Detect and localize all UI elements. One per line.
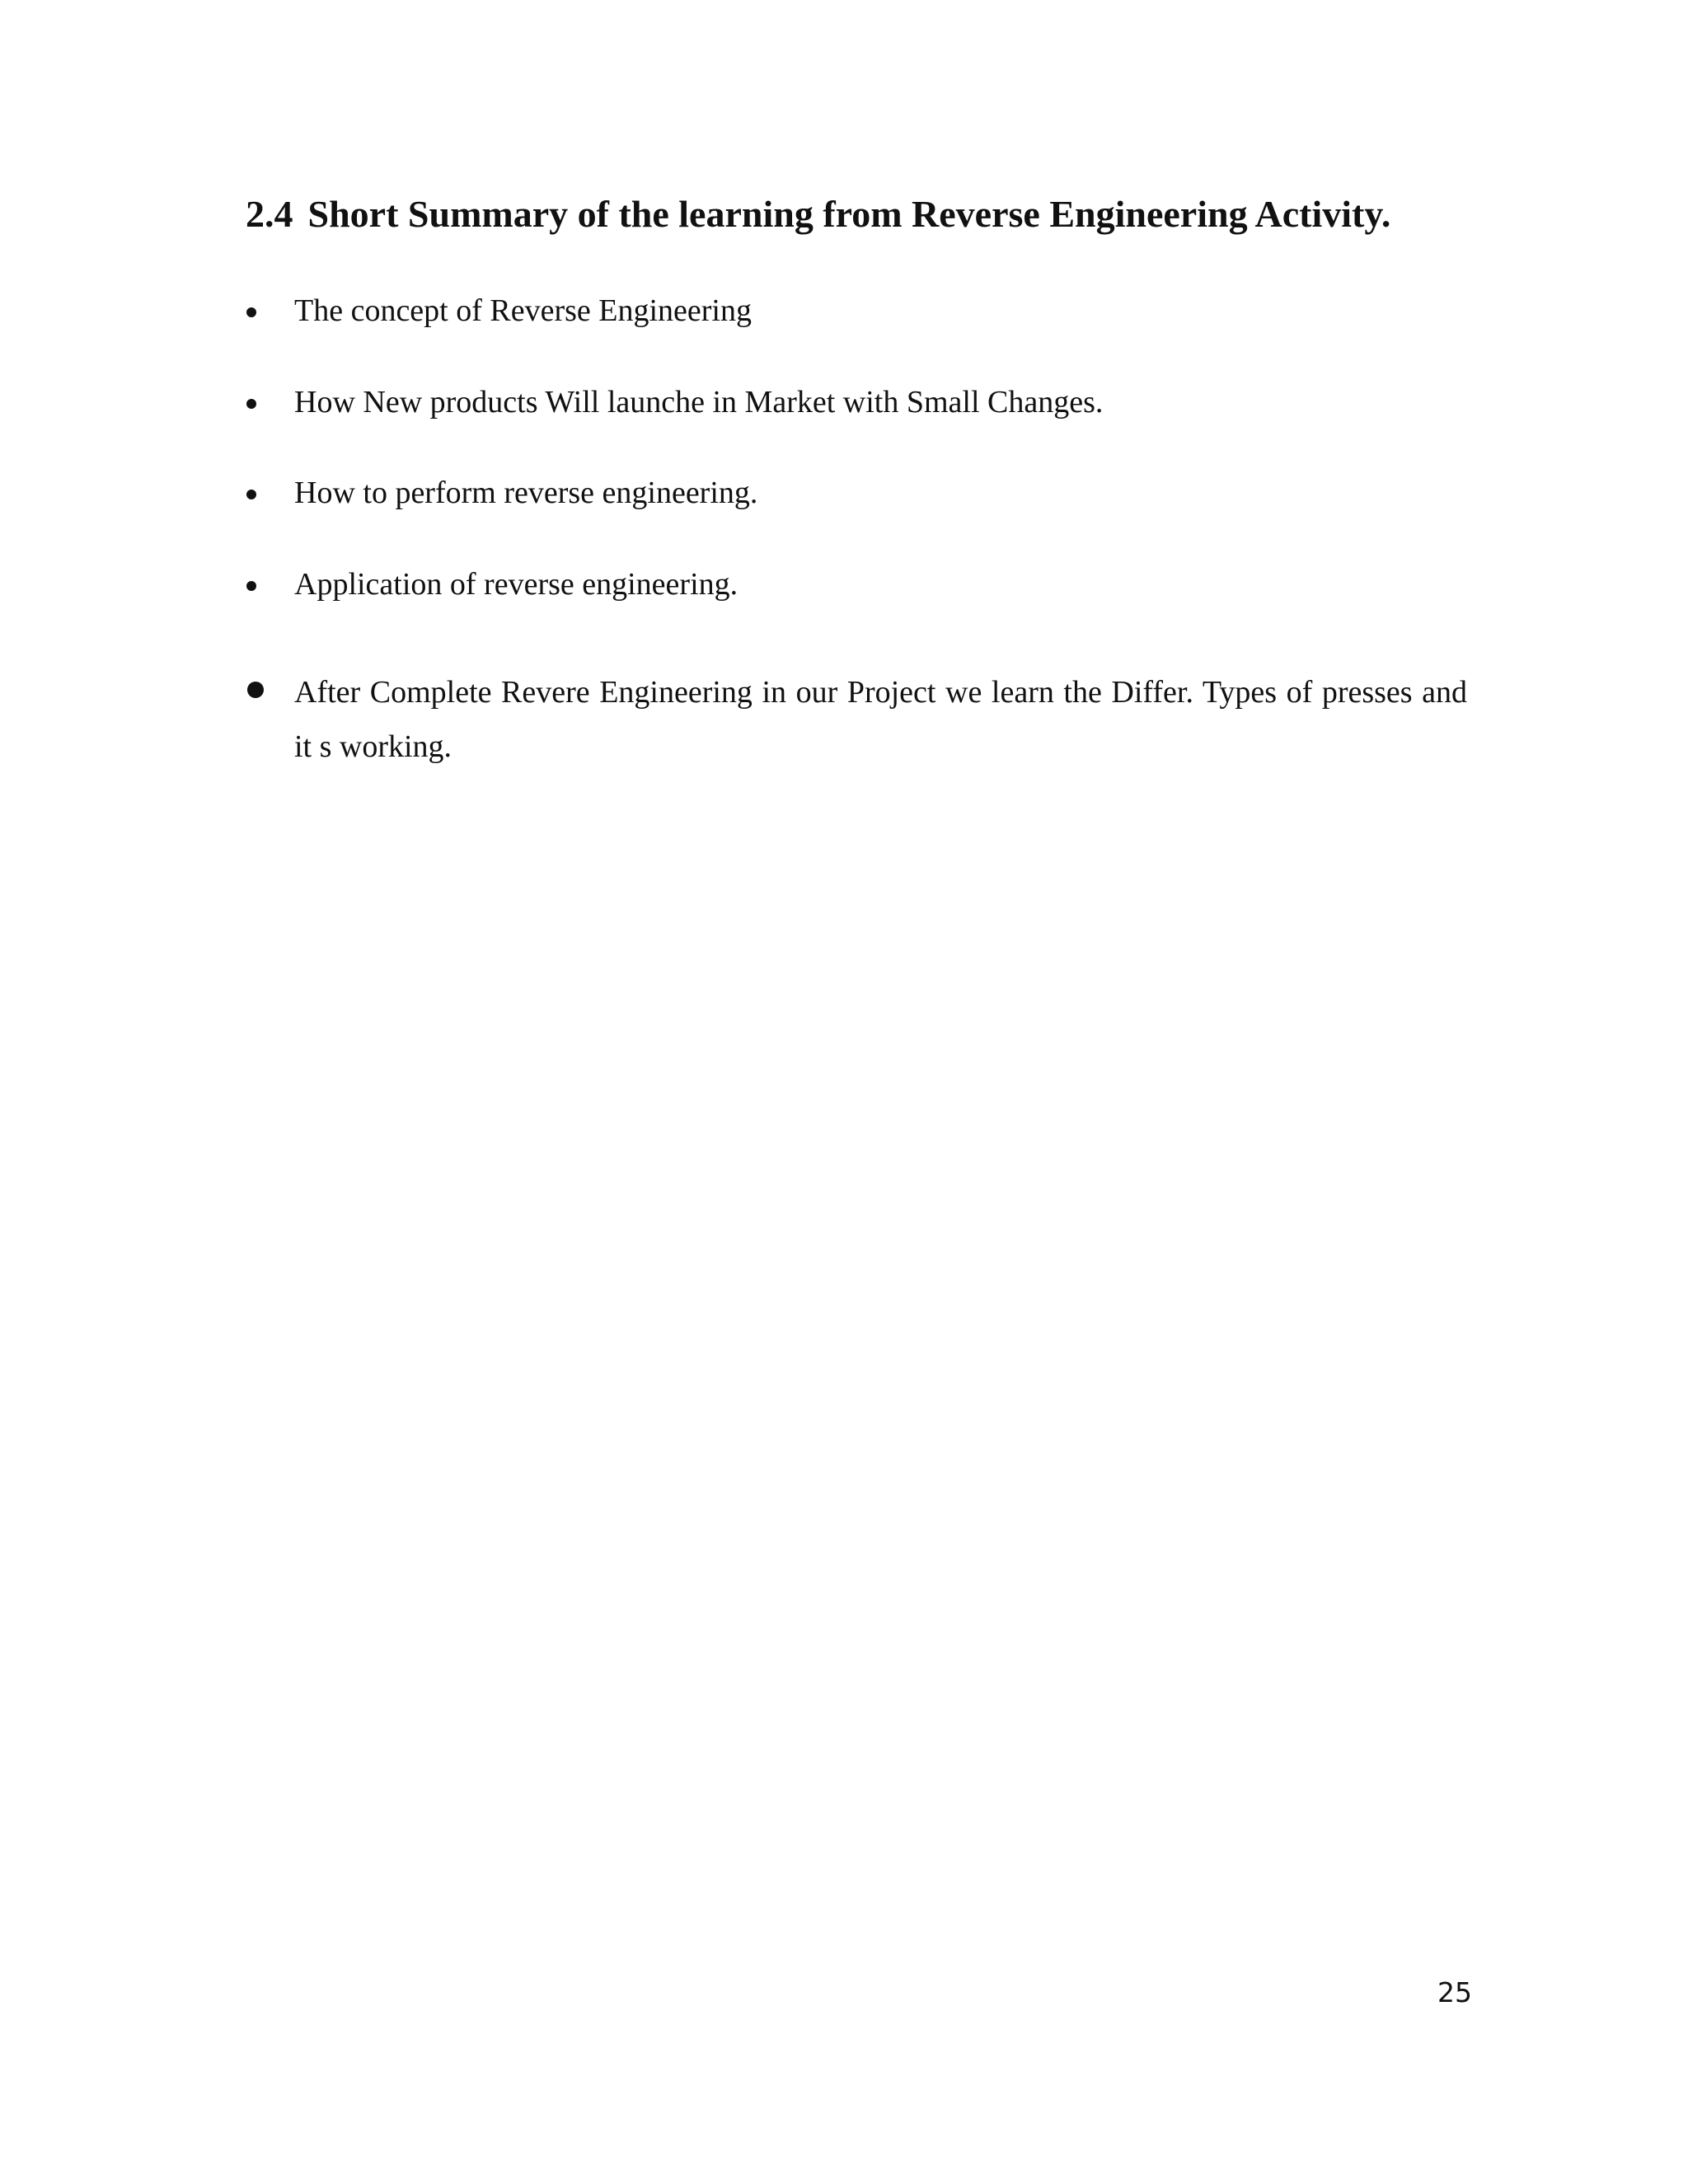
bullet-text: How New products Will launche in Market with Small Changes. [294, 385, 1104, 419]
bullet-icon [246, 581, 256, 591]
bullet-text: The concept of Reverse Engineering [294, 293, 752, 328]
section-number: 2.4 [246, 193, 293, 235]
section-title: Short Summary of the learning from Reverse Engineering Activity. [307, 193, 1391, 235]
bullet-icon [247, 682, 264, 698]
section-heading [246, 190, 1390, 239]
bullet-text: Application of reverse engineering. [294, 567, 738, 602]
bullet-icon [246, 307, 256, 317]
bullet-icon [246, 490, 256, 499]
bullet-icon [246, 399, 256, 409]
bullet-text: After Complete Revere Engineering in our Project we learn the Differ. Types of presses and it s working. [294, 675, 1467, 764]
bullet-text: How to perform reverse engineering. [294, 476, 758, 510]
page-number: 25 [1437, 1976, 1472, 2008]
